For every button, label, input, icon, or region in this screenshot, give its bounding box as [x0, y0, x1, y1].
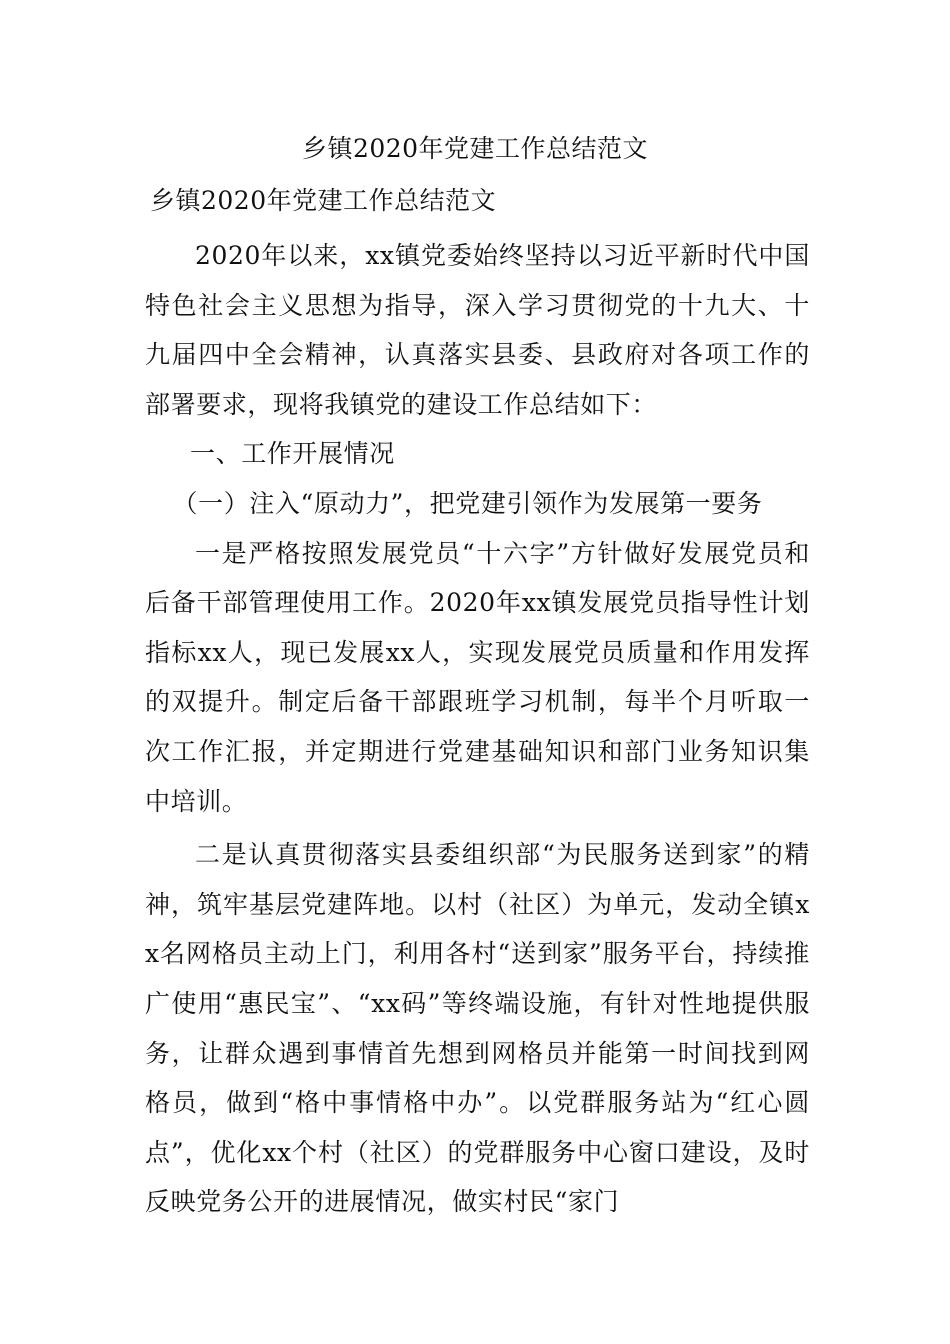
document-title: 乡镇2020年党建工作总结范文: [301, 134, 649, 163]
paragraph-point-two: 二是认真贯彻落实县委组织部“为民服务送到家”的精神，筑牢基层党建阵地。以村（社区）为单元，发动全镇xx名网格员主动上门，利用各村“送到家”服务平台，持续推广使用“惠民宝”、“xx码”等终端设施，有针对性地提供服务，让群众遇到事情首先想到网格员并能第一时间找到网格员，做到“格中事情格中办”。以党群服务站为“红心圆点”，优化xx个村（社区）的党群服务中心窗口建设，及时反映党务公开的进展情况，做实村民“家门: [145, 840, 810, 1217]
document-subtitle: 乡镇2020年党建工作总结范文: [150, 186, 497, 215]
section-heading: 一、工作开展情况: [190, 439, 395, 469]
paragraph-intro: 2020年以来，xx镇党委始终坚持以习近平新时代中国特色社会主义思想为指导，深入学习贯彻党的十九大、十九届四中全会精神，认真落实县委、县政府对各项工作的部署要求，现将我镇党的建设工作总结如下：: [145, 241, 810, 419]
document-body: [145, 231, 810, 1227]
paragraph-point-one: 一是严格按照发展党员“十六字”方针做好发展党员和后备干部管理使用工作。2020年xx镇发展党员指导性计划指标xx人，现已发展xx人，实现发展党员质量和作用发挥的双提升。制定后备干部跟班学习机制，每半个月听取一次工作汇报，并定期进行党建基础知识和部门业务知识集中培训。: [145, 538, 810, 816]
subsection-heading: （一）注入“原动力”，把党建引领作为发展第一要务: [172, 488, 763, 518]
